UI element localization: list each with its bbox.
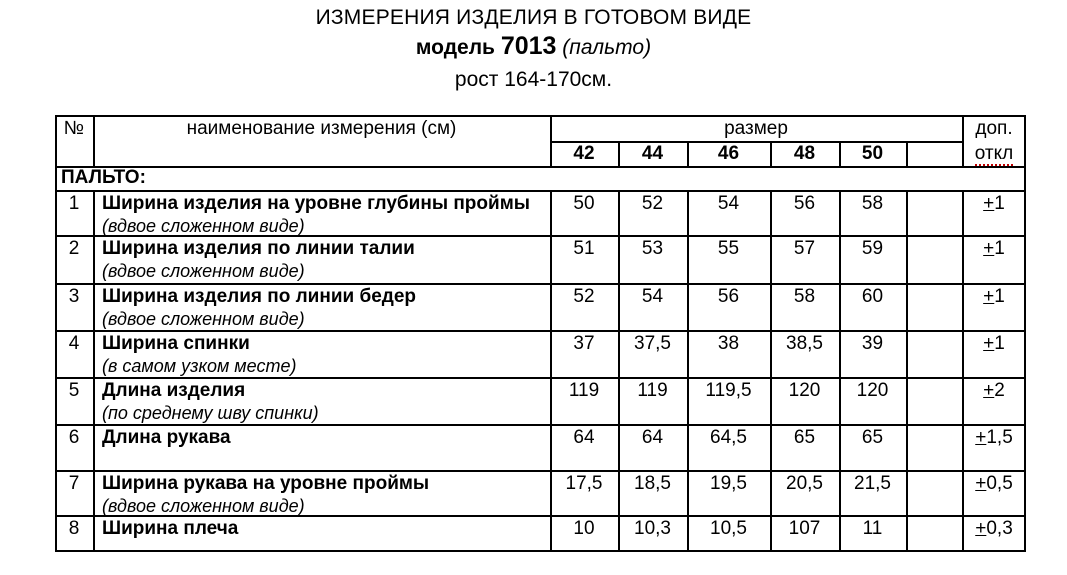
tolerance-value xyxy=(962,193,1026,215)
row-divider-4 xyxy=(55,283,1026,285)
measurement-name: Ширина изделия на уровне глубины проймы xyxy=(102,193,530,214)
tolerance-sign: + xyxy=(983,238,995,259)
tolerance-sign: + xyxy=(975,427,987,448)
size-value-42: 37 xyxy=(573,333,595,354)
size-value-48: 57 xyxy=(793,238,816,259)
col-divider-body xyxy=(906,190,908,552)
size-value-50: 120 xyxy=(856,380,889,401)
model-label: модель xyxy=(415,36,495,59)
size-value-46: 55 xyxy=(717,238,740,259)
tolerance-value xyxy=(962,286,1026,308)
row-divider-6 xyxy=(55,377,1026,379)
tolerance-amount: 1 xyxy=(994,238,1005,259)
tolerance-amount: 2 xyxy=(994,380,1005,401)
size-header-50: 50 xyxy=(861,143,884,164)
tolerance-value xyxy=(962,518,1026,540)
tolerance-value xyxy=(962,238,1026,260)
header-measurement-name: наименование измерения (см) xyxy=(186,118,457,139)
section-label: ПАЛЬТО: xyxy=(61,167,146,188)
tolerance-sign: + xyxy=(983,333,995,354)
size-value-50: 58 xyxy=(861,193,884,214)
table-border-bottom xyxy=(55,550,1026,552)
size-value-42: 64 xyxy=(573,427,595,448)
header-tolerance-line2-text: откл xyxy=(974,143,1014,164)
measurement-note: (по среднему шву спинки) xyxy=(102,403,319,423)
row-number: 6 xyxy=(68,427,80,448)
size-value-44: 10,3 xyxy=(634,518,671,539)
size-value-50: 65 xyxy=(861,427,884,448)
size-value-48: 58 xyxy=(793,286,816,307)
size-value-46: 38 xyxy=(717,333,740,354)
row-number: 8 xyxy=(68,518,80,539)
tolerance-sign: + xyxy=(983,193,995,214)
row-number: 7 xyxy=(68,473,80,494)
measurement-note: (вдвое сложенном виде) xyxy=(102,496,305,516)
size-value-44: 64 xyxy=(641,427,664,448)
size-value-48: 120 xyxy=(788,380,821,401)
size-value-50: 11 xyxy=(862,518,883,539)
model-line xyxy=(0,32,1067,61)
measurement-name: Ширина плеча xyxy=(102,518,239,539)
row-number: 5 xyxy=(68,380,80,401)
measurement-name: Ширина изделия по линии бедер xyxy=(102,286,417,307)
size-value-42: 50 xyxy=(573,193,595,214)
size-value-50: 59 xyxy=(861,238,884,259)
size-value-46: 10,5 xyxy=(710,518,747,539)
measurement-name: Длина изделия xyxy=(102,380,246,401)
measurement-name: Ширина спинки xyxy=(102,333,250,354)
size-value-44: 37,5 xyxy=(634,333,671,354)
row-divider-8 xyxy=(55,470,1026,472)
measurement-name: Ширина изделия по линии талии xyxy=(102,238,415,259)
table-border-top xyxy=(55,115,1026,117)
measurement-note: (в самом узком месте) xyxy=(102,356,297,376)
measurement-name: Длина рукава xyxy=(102,427,231,448)
size-value-44: 54 xyxy=(641,286,664,307)
model-kind: (пальто) xyxy=(562,36,652,59)
size-value-48: 56 xyxy=(793,193,816,214)
size-value-48: 107 xyxy=(788,518,821,539)
size-value-48: 65 xyxy=(793,427,816,448)
row-divider-7 xyxy=(55,424,1026,426)
size-value-44: 53 xyxy=(641,238,664,259)
size-value-46: 19,5 xyxy=(710,473,747,494)
tolerance-sign: + xyxy=(975,473,987,494)
size-header-44: 44 xyxy=(641,143,664,164)
size-value-48: 20,5 xyxy=(786,473,823,494)
col-divider-body xyxy=(93,190,95,552)
size-value-46: 54 xyxy=(717,193,740,214)
row-number: 1 xyxy=(68,193,80,214)
size-value-50: 60 xyxy=(861,286,884,307)
header-tolerance-line1: доп. xyxy=(975,118,1013,139)
col-divider-size-header xyxy=(906,141,908,166)
header-number: № xyxy=(63,118,85,139)
tolerance-amount: 0,3 xyxy=(986,518,1013,539)
size-value-42: 119 xyxy=(568,380,600,401)
document-title: ИЗМЕРЕНИЯ ИЗДЕЛИЯ В ГОТОВОМ ВИДЕ xyxy=(315,6,752,29)
measurement-name: Ширина рукава на уровне проймы xyxy=(102,473,430,494)
tolerance-amount: 1 xyxy=(994,193,1005,214)
row-number: 4 xyxy=(68,333,80,354)
height-range: рост 164-170см. xyxy=(454,68,613,91)
row-number: 3 xyxy=(68,286,80,307)
size-value-46: 119,5 xyxy=(705,380,752,401)
size-value-46: 56 xyxy=(717,286,740,307)
size-value-50: 39 xyxy=(861,333,884,354)
size-value-42: 52 xyxy=(573,286,595,307)
tolerance-amount: 1 xyxy=(994,286,1005,307)
size-header-48: 48 xyxy=(793,143,816,164)
measurements-table xyxy=(55,115,1026,552)
tolerance-value xyxy=(962,333,1026,355)
size-header-42: 42 xyxy=(573,143,595,164)
size-value-46: 64,5 xyxy=(710,427,747,448)
size-value-44: 119 xyxy=(637,380,668,401)
tolerance-sign: + xyxy=(975,518,987,539)
tolerance-amount: 1 xyxy=(994,333,1005,354)
measurement-note: (вдвое сложенном виде) xyxy=(102,309,305,329)
model-number: 7013 xyxy=(500,32,557,60)
row-number: 2 xyxy=(68,238,80,259)
header-size: размер xyxy=(724,118,788,139)
size-value-44: 52 xyxy=(641,193,664,214)
size-value-44: 18,5 xyxy=(634,473,671,494)
tolerance-amount: 0,5 xyxy=(986,473,1013,494)
measurement-note: (вдвое сложенном виде) xyxy=(102,216,305,236)
header-tolerance-line2 xyxy=(962,143,1026,165)
row-divider-5 xyxy=(55,330,1026,332)
size-value-50: 21,5 xyxy=(854,473,891,494)
size-value-42: 51 xyxy=(573,238,595,259)
measurement-note: (вдвое сложенном виде) xyxy=(102,261,305,281)
size-header-46: 46 xyxy=(717,143,740,164)
size-value-48: 38,5 xyxy=(786,333,823,354)
tolerance-sign: + xyxy=(983,380,995,401)
row-divider-2 xyxy=(55,190,1026,192)
size-value-42: 10 xyxy=(573,518,595,539)
tolerance-sign: + xyxy=(983,286,995,307)
tolerance-value xyxy=(962,380,1026,402)
size-value-42: 17,5 xyxy=(565,473,603,494)
tolerance-value xyxy=(962,473,1026,495)
tolerance-value xyxy=(962,427,1026,449)
tolerance-amount: 1,5 xyxy=(986,427,1013,448)
